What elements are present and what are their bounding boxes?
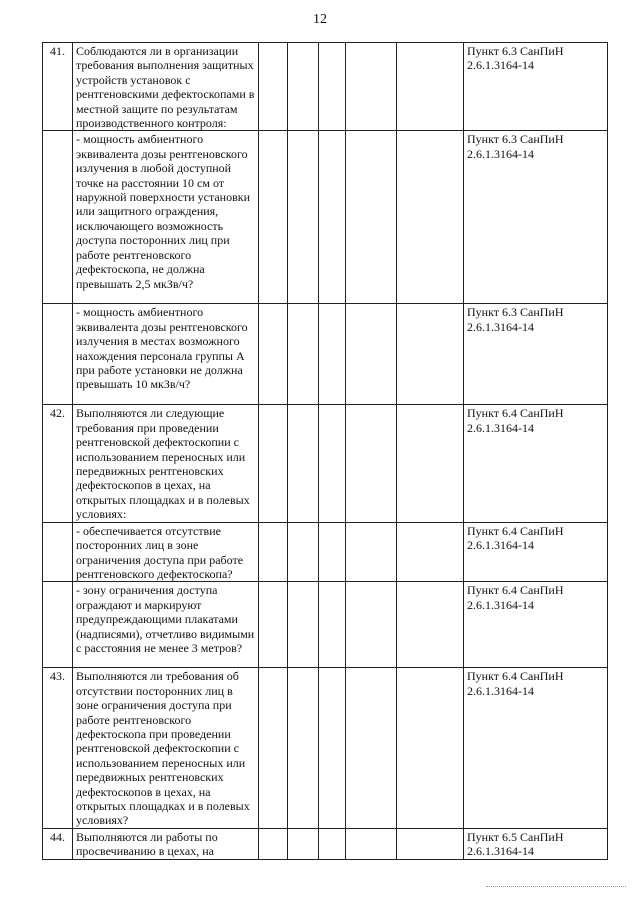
empty-cell — [397, 522, 464, 582]
empty-cell — [319, 522, 346, 582]
row-number — [43, 582, 73, 668]
empty-cell — [346, 828, 397, 859]
empty-cell — [319, 582, 346, 668]
empty-cell — [288, 522, 319, 582]
empty-cell — [397, 828, 464, 859]
row-number — [43, 522, 73, 582]
table-row — [43, 668, 608, 828]
empty-cell — [319, 131, 346, 304]
norm-reference: Пункт 6.4 СанПиН 2.6.1.3164-14 — [464, 582, 608, 668]
row-number: 41. — [43, 43, 73, 131]
norm-reference: Пункт 6.4 СанПиН 2.6.1.3164-14 — [464, 522, 608, 582]
empty-cell — [397, 43, 464, 131]
empty-cell — [319, 405, 346, 522]
empty-cell — [259, 405, 288, 522]
table-row — [43, 405, 608, 522]
requirement-text: - обеспечивается отсутствие посторонних лиц в зоне ограничения доступа при работе рентгеновского дефектоскопа? — [73, 522, 259, 582]
table-row — [43, 828, 608, 859]
empty-cell — [288, 131, 319, 304]
empty-cell — [346, 405, 397, 522]
requirement-text: - мощность амбиентного эквивалента дозы рентгеновского излучения в любой доступной точке на расстоянии 10 см от наружной поверхности установки или защитного ограждения, исключающего возможность доступа посторонних лиц при работе рентгеновского дефектоскопа, не должна превышать 2,5 мкЗв/ч? — [73, 131, 259, 304]
requirement-text: Выполняются ли следующие требования при проведении рентгеновской дефектоскопии с использованием переносных или передвижных рентгеновских дефектоскопов в цехах, на открытых площадках и в полевых условиях: — [73, 405, 259, 522]
requirement-text: - зону ограничения доступа ограждают и маркируют предупреждающими плакатами (надписями), отчетливо видимыми с расстояния не менее 3 метров? — [73, 582, 259, 668]
requirement-text: - мощность амбиентного эквивалента дозы рентгеновского излучения в местах возможного нахождения персонала группы А при работе установки не должна превышать 10 мкЗв/ч? — [73, 304, 259, 405]
empty-cell — [259, 304, 288, 405]
table-row — [43, 131, 608, 304]
empty-cell — [259, 828, 288, 859]
page-number: 12 — [313, 12, 327, 27]
empty-cell — [288, 828, 319, 859]
empty-cell — [288, 304, 319, 405]
checklist-table — [42, 42, 608, 860]
empty-cell — [319, 43, 346, 131]
norm-reference: Пункт 6.5 СанПиН 2.6.1.3164-14 — [464, 828, 608, 859]
norm-reference: Пункт 6.3 СанПиН 2.6.1.3164-14 — [464, 43, 608, 131]
empty-cell — [397, 405, 464, 522]
empty-cell — [259, 582, 288, 668]
empty-cell — [346, 668, 397, 828]
empty-cell — [346, 131, 397, 304]
empty-cell — [346, 43, 397, 131]
empty-cell — [346, 582, 397, 668]
empty-cell — [397, 582, 464, 668]
empty-cell — [397, 304, 464, 405]
row-number: 44. — [43, 828, 73, 859]
empty-cell — [319, 668, 346, 828]
empty-cell — [319, 828, 346, 859]
table-row — [43, 522, 608, 582]
empty-cell — [397, 668, 464, 828]
empty-cell — [288, 668, 319, 828]
norm-reference: Пункт 6.4 СанПиН 2.6.1.3164-14 — [464, 668, 608, 828]
table-row — [43, 582, 608, 668]
norm-reference: Пункт 6.3 СанПиН 2.6.1.3164-14 — [464, 304, 608, 405]
requirement-text: Соблюдаются ли в организации требования выполнения защитных устройств установок с рентгеновскими дефектоскопами в местной защите по результатам производственного контроля: — [73, 43, 259, 131]
empty-cell — [288, 405, 319, 522]
empty-cell — [288, 43, 319, 131]
empty-cell — [288, 582, 319, 668]
norm-reference: Пункт 6.4 СанПиН 2.6.1.3164-14 — [464, 405, 608, 522]
empty-cell — [319, 304, 346, 405]
row-number — [43, 131, 73, 304]
table-row — [43, 43, 608, 131]
empty-cell — [259, 522, 288, 582]
empty-cell — [346, 304, 397, 405]
row-number: 42. — [43, 405, 73, 522]
scan-artifact — [486, 886, 626, 889]
row-number — [43, 304, 73, 405]
empty-cell — [397, 131, 464, 304]
requirement-text: Выполняются ли требования об отсутствии посторонних лиц в зоне ограничения доступа при работе рентгеновского дефектоскопа при проведении рентгеновской дефектоскопии с использованием переносных или передвижных рентгеновских дефектоскопов в цехах, на открытых площадках и в полевых условиях? — [73, 668, 259, 828]
empty-cell — [259, 43, 288, 131]
table-row — [43, 304, 608, 405]
empty-cell — [259, 131, 288, 304]
empty-cell — [259, 668, 288, 828]
empty-cell — [346, 522, 397, 582]
requirement-text: Выполняются ли работы по просвечиванию в цехах, на — [73, 828, 259, 859]
row-number: 43. — [43, 668, 73, 828]
norm-reference: Пункт 6.3 СанПиН 2.6.1.3164-14 — [464, 131, 608, 304]
